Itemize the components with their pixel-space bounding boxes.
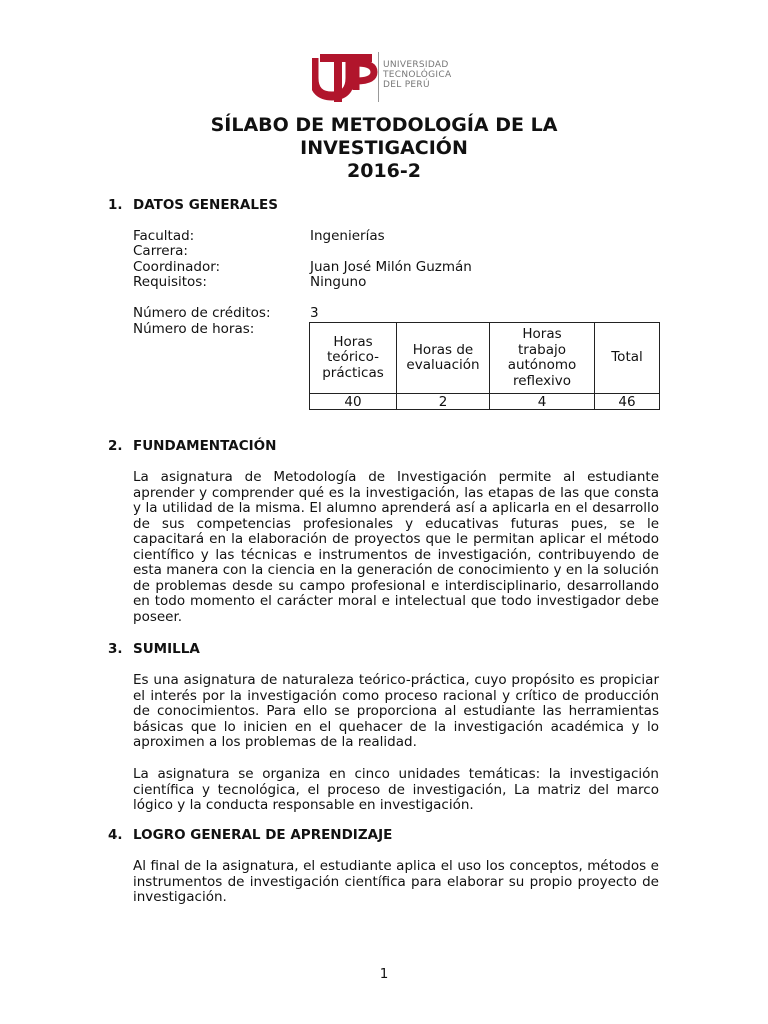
creditos-value: 3 — [310, 305, 319, 321]
page-number: 1 — [379, 966, 389, 982]
coordinador-value: Juan José Milón Guzmán — [310, 259, 472, 275]
header-cell-evaluacion: Horas de evaluación — [397, 323, 490, 394]
sumilla-paragraph-1: Es una asignatura de naturaleza teórico-práctica, cuyo propósito es propiciar el interés por la investigación como proceso racional y crítico de producción de conocimientos. Para ello se proporciona al estudiante las herramientas básicas que lo inicien en el quehacer de la investigación académica y lo aproximen a los problemas de la realidad. — [133, 672, 659, 750]
facultad-label: Facultad: — [133, 228, 195, 244]
section-number: 1. — [108, 197, 123, 213]
logro-general-paragraph: Al final de la asignatura, el estudiante aplica el uso los conceptos, métodos e instrumentos de investigación científica para elaborar su propio proyecto de investigación. — [133, 858, 659, 905]
header-cell-trabajo-autonomo: Horas trabajo autónomo reflexivo — [490, 323, 595, 394]
title-line-1: SÍLABO DE METODOLOGÍA DE LA — [210, 114, 558, 136]
facultad-value: Ingenierías — [310, 228, 385, 244]
table-cell: 40 — [310, 394, 397, 410]
section-heading-logro-general: LOGRO GENERAL DE APRENDIZAJE — [133, 827, 393, 843]
document-title — [100, 114, 668, 183]
creditos-label: Número de créditos: — [133, 305, 271, 321]
section-heading-sumilla: SUMILLA — [133, 641, 200, 657]
section-number: 2. — [108, 438, 123, 454]
hours-table-header-row — [310, 323, 660, 394]
table-cell: 2 — [397, 394, 490, 410]
header-cell-teorico-practicas: Horas teórico- prácticas — [310, 323, 397, 394]
sumilla-paragraph-2: La asignatura se organiza en cinco unidades temáticas: la investigación científica y tecnológica, el proceso de investigación, La matriz del marco lógico y la conducta responsable en investigación. — [133, 766, 659, 813]
logo-text: UNIVERSIDAD TECNOLÓGICA DEL PERÚ — [383, 60, 452, 90]
hours-table-values-row — [310, 394, 660, 410]
title-line-3: 2016-2 — [347, 160, 421, 182]
requisitos-label: Requisitos: — [133, 274, 207, 290]
horas-label: Número de horas: — [133, 321, 255, 337]
table-cell: 4 — [490, 394, 595, 410]
hours-table — [309, 322, 660, 410]
section-number: 4. — [108, 827, 123, 843]
carrera-label: Carrera: — [133, 243, 188, 259]
coordinador-label: Coordinador: — [133, 259, 221, 275]
table-cell: 46 — [595, 394, 660, 410]
fundamentacion-paragraph: La asignatura de Metodología de Investigación permite al estudiante aprender y comprender qué es la investigación, las etapas de las que consta y la utilidad de la misma. El alumno aprenderá así a aplicarla en el desarrollo de sus competencias profesionales y educativas futuras pues, se le capacitará en la elaboración de proyectos que le permitan aplicar el método científico y las técnicas e instrumentos de investigación, contribuyendo de esta manera con la ciencia en la generación de conocimiento y en la solución de problemas desde su campo profesional e interdisciplinario, desarrollando en todo momento el carácter moral e intelectual que todo investigador debe poseer. — [133, 469, 659, 625]
section-heading-fundamentacion: FUNDAMENTACIÓN — [133, 438, 277, 454]
header-cell-total: Total — [595, 323, 660, 394]
section-heading-datos-generales: DATOS GENERALES — [133, 197, 278, 213]
requisitos-value: Ninguno — [310, 274, 367, 290]
section-number: 3. — [108, 641, 123, 657]
title-line-2: INVESTIGACIÓN — [300, 137, 468, 159]
